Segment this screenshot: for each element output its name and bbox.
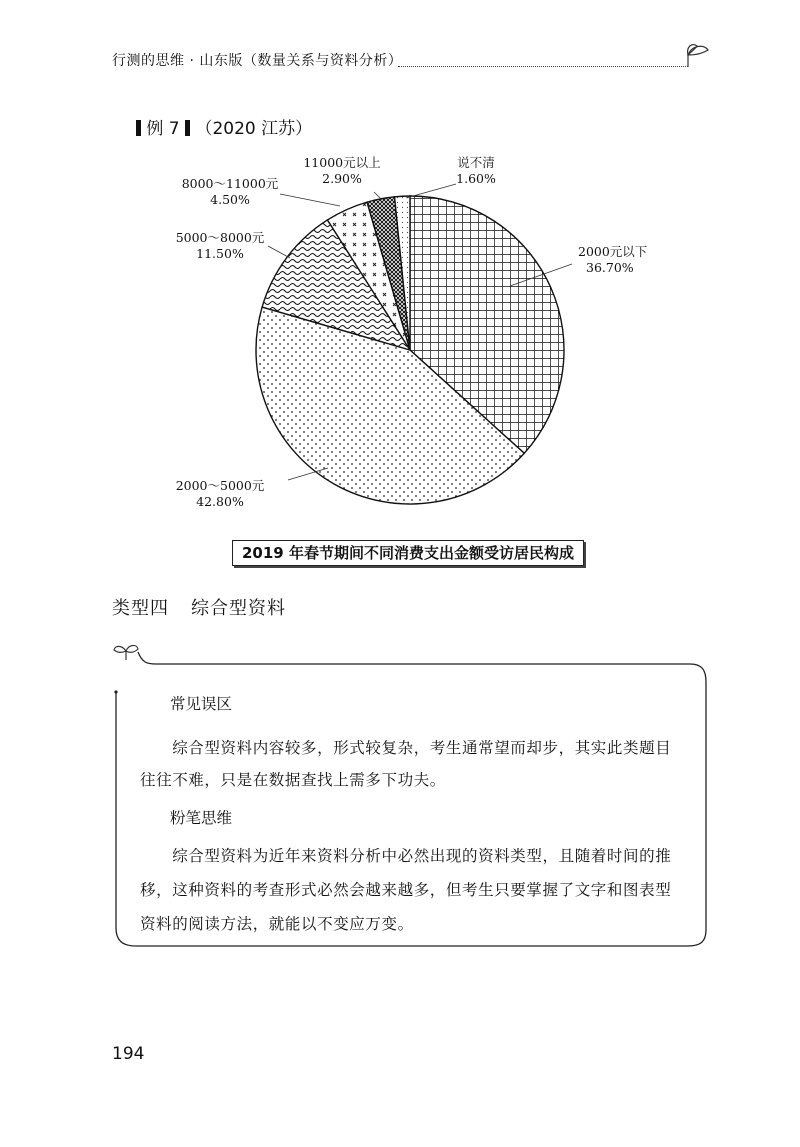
pie-slice-label: 8000～11000元: [181, 176, 279, 191]
example-bar-left: [136, 120, 141, 136]
pie-slice-value: 2.90%: [322, 171, 362, 186]
example-number: 例 7: [146, 119, 180, 139]
pie-slice-label: 5000～8000元: [175, 230, 265, 245]
sprout-icon: [684, 34, 714, 68]
pie-slice-label: 11000元以上: [303, 155, 381, 170]
note-paragraph-line: 综合型资料为近年来资料分析中必然出现的资料类型，且随着时间的推: [140, 847, 672, 865]
header-rule: [398, 66, 688, 67]
pie-leader-line: [406, 184, 456, 198]
note-paragraph-line: 往往不难，只是在数据查找上需多下功夫。: [140, 771, 446, 789]
pie-slice-label: 说不清: [457, 155, 495, 170]
example-label: [136, 114, 312, 139]
section-title: 综合型资料: [191, 598, 286, 619]
note-heading-misconceptions: 常见误区: [170, 695, 233, 713]
note-heading-fenbi-thinking: 粉笔思维: [170, 809, 233, 827]
note-paragraph-line: 资料的阅读方法，就能以不变应万变。: [140, 915, 414, 933]
pie-slice-label: 2000～5000元: [175, 478, 265, 493]
pie-slice-label: 2000元以下: [578, 244, 648, 259]
pie-leader-line: [268, 246, 290, 258]
section-heading: [112, 594, 286, 620]
pie-slice-value: 4.50%: [210, 192, 250, 207]
note-paragraph-line: 移，这种资料的考查形式必然会越来越多，但考生只要掌握了文字和图表型: [140, 881, 672, 899]
pie-slice-value: 42.80%: [196, 494, 244, 509]
chart-caption: 2019 年春节期间不同消费支出金额受访居民构成: [232, 540, 584, 566]
page-number: 194: [112, 1044, 145, 1064]
pie-slice-value: 36.70%: [586, 260, 634, 275]
example-bar-right: [185, 120, 190, 136]
pie-slice-value: 11.50%: [196, 246, 244, 261]
example-source: （2020 江苏）: [195, 119, 313, 139]
pie-chart: [150, 150, 650, 530]
running-header: 行测的思维 · 山东版（数量关系与资料分析）: [112, 53, 403, 69]
pie-leader-line: [280, 194, 340, 206]
pie-slice-value: 1.60%: [456, 171, 496, 186]
note-paragraph-line: 综合型资料内容较多，形式较复杂，考生通常望而却步，其实此类题目: [140, 739, 672, 757]
section-number: 类型四: [112, 598, 169, 619]
